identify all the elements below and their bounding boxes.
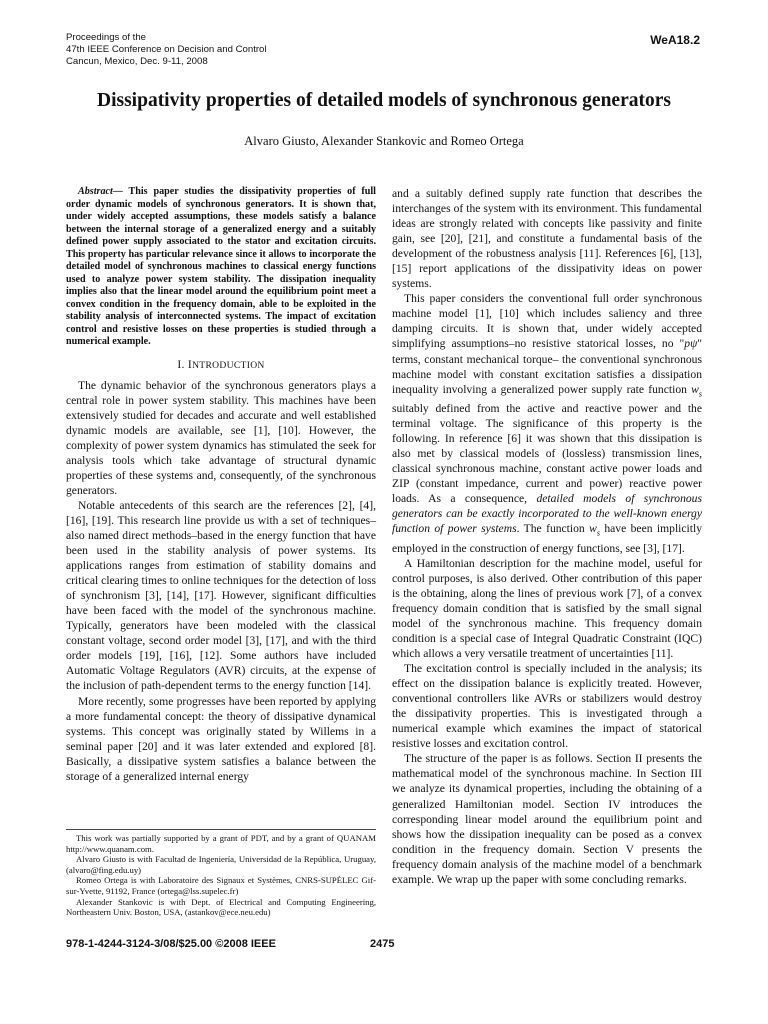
p2-ws2-w: w: [589, 522, 597, 536]
right-paragraph-5: The structure of the paper is as follows. Section II presents the mathematical model of the synchronous machine. In Section III we analyze its dynamical properties, including the obtaining of a generalized Hamiltonian model. Section IV introduces the corresponding linear model around the equilibrium point and shows how the dissipation inequality can be posed as a convex condition in the frequency domain. Section V presents the frequency domain analysis of the machine model of a benchmark example. We wrap up the paper with some concluding remarks.: [392, 752, 702, 886]
right-paragraph-1: and a suitably defined supply rate function that describes the interchanges of the system with its environment. This fundamental ideas are strongly related with concepts like passivity and finite gain, see [20], [21], and constitute a fundamental basis of the development of the robustness analysis [11]. References [6], [13], [15] report applications of the dissipativity ideas on power systems.: [392, 187, 702, 291]
paper-title: Dissipativity properties of detailed models of synchronous generators: [97, 90, 671, 111]
p2-text-c: suitably defined from the active and reactive power and the terminal voltage. The significance of this property is the following. In reference [6] it was shown that this dissipation is also met by classical models of (lossless) transmission lines, classical synchronous machine, constant active power loads and ZIP (constant impedance, current and power) reactive power loads. As a consequence,: [392, 401, 702, 506]
right-column: [392, 186, 702, 887]
footnote-giusto: Alvaro Giusto is with Facultad de Ingeniería, Universidad de la República, Uruguay, (alvaro@fing.edu.uy): [66, 854, 376, 875]
abstract-lead: Abstract—: [78, 186, 123, 197]
p2-text-e: have been implicitly employed in the construction of energy functions, see [3], [17].: [392, 522, 702, 555]
right-paragraph-4: The excitation control is specially included in the analysis; its effect on the dissipation balance is explicitly treated. However, conventional controllers like AVRs or stabilizers would destroy the dissipativity properties. This is investigated through a numerical example which examines the impact of statorical resistive losses and excitation control.: [392, 662, 702, 751]
p2-symbol: pψ: [684, 337, 698, 351]
section-number: I.: [177, 357, 188, 371]
right-paragraph-3: A Hamiltonian description for the machine model, useful for control purposes, is also derived. Other contribution of this paper is the obtaining, along the lines of previous work [7], of a convex frequency domain condition that is satisfied by the small signal model of the synchronous machine. This frequency domain condition is a special case of Integral Quadratic Constraint (IQC) which allows a very versatile treatment of uncertainties [11].: [392, 556, 702, 661]
intro-paragraph-2: Notable antecedents of this search are the references [2], [4], [16], [19]. This research line provide us with a set of techniques– also named direct methods–based in the energy function that have been used in the stability analysis of power systems. Its applications ranges from estimation of stability domains and critical clearing times to online techniques for the detection of loss of synchronism [3], [14], [17]. However, significant difficulties have been faced with the model of the synchronous machine. Typically, generators have been modeled with the classical constant voltage, second order model [3], [17], and with the third order models [19], [16], [12]. Some authors have included Automatic Voltage Regulators (AVR) circuits, at the expense of the inclusion of path-dependent terms to the energy function [14].: [66, 498, 376, 693]
left-column: [66, 186, 376, 784]
right-paragraph-2: [392, 291, 702, 555]
section-rest: NTRODUCTION: [192, 359, 265, 371]
abstract: [66, 186, 376, 349]
p2-ws-s: s: [698, 388, 702, 398]
p2-text-d: . The function: [516, 522, 590, 536]
p2-emphasis: detailed models of synchronous generators can be exactly incorporated to the well-known energy function of power systems: [392, 492, 702, 536]
isbn-copyright: 978-1-4244-3124-3/08/$25.00 ©2008 IEEE: [66, 938, 276, 950]
paper-authors: Alvaro Giusto, Alexander Stankovic and Romeo Ortega: [244, 134, 524, 148]
footnotes: [66, 829, 376, 918]
footnote-ortega: Romeo Ortega is with Laboratoire des Signaux et Systèmes, CNRS-SUPÉLEC Gif-sur-Yvette, 91192, France (ortega@lss.supelec.fr): [66, 875, 376, 896]
p2-text-b: " terms, constant mechanical torque– the conventional synchronous machine model with constant excitation satisfies a dissipation inequality involving a generalized power supply rate function: [392, 337, 702, 396]
intro-paragraph-1: The dynamic behavior of the synchronous generators plays a central role in power system stability. This machines have been extensively studied for decades and accurate and well established dynamic models are available, see [1], [10]. However, the complexity of power system dynamics has stimulated the seek for analysis tools which take advantage of structural dynamic properties of these systems and, consequently, of the synchronous generators.: [66, 378, 376, 497]
session-code: WeA18.2: [650, 33, 700, 47]
p2-ws2-s: s: [596, 528, 600, 538]
p2-text-a: This paper considers the conventional full order synchronous machine model [1], [10] which includes saliency and three damping circuits. It is shown that, under widely accepted simplifying assumptions–no resistive statorical losses, no ": [392, 292, 702, 351]
proceedings-info: [66, 32, 267, 68]
p2-ws-w: w: [691, 382, 699, 396]
intro-paragraph-3: More recently, some progresses have been reported by applying a more fundamental concept: the theory of dissipative dynamical systems. This concept was originally stated by Willems in a seminal paper [20] and it was later extended and explored [8]. Basically, a dissipative system satisfies a balance between the storage of a generalized internal energy: [66, 694, 376, 783]
section-first-letter: I: [187, 357, 193, 371]
proceedings-line: Proceedings of the: [66, 32, 147, 43]
page-number: 2475: [370, 938, 395, 950]
footnote-funding: This work was partially supported by a grant of PDT, and by a grant of QUANAM http://www.quanam.com.: [66, 833, 376, 854]
section-heading-introduction: [66, 357, 376, 373]
conference-line: 47th IEEE Conference on Decision and Control: [66, 44, 267, 55]
abstract-text: This paper studies the dissipativity properties of full order dynamic models of synchronous generators. It is shown that, under widely accepted assumptions, these models satisfy a balance between the internal storage of a generalized energy and a suitably defined power supply associated to the stator and excitation circuits. This property has particular relevance since it allows to incorporate the detailed model of synchronous machines to classical energy functions used to analyze power system stability. The dissipation inequality implies also that the linear model around the equilibrium point meet a convex condition in the frequency domain, able to be exploited in the stability analysis of interconnected systems. The impact of excitation control and resistive losses on these properties is studied through a numerical example.: [66, 186, 376, 347]
footnote-stankovic: Alexander Stankovic is with Dept. of Electrical and Computing Engineering, Northeastern Univ. Boston, USA, (astankov@ece.neu.edu): [66, 896, 376, 918]
location-date-line: Cancun, Mexico, Dec. 9-11, 2008: [66, 56, 208, 67]
